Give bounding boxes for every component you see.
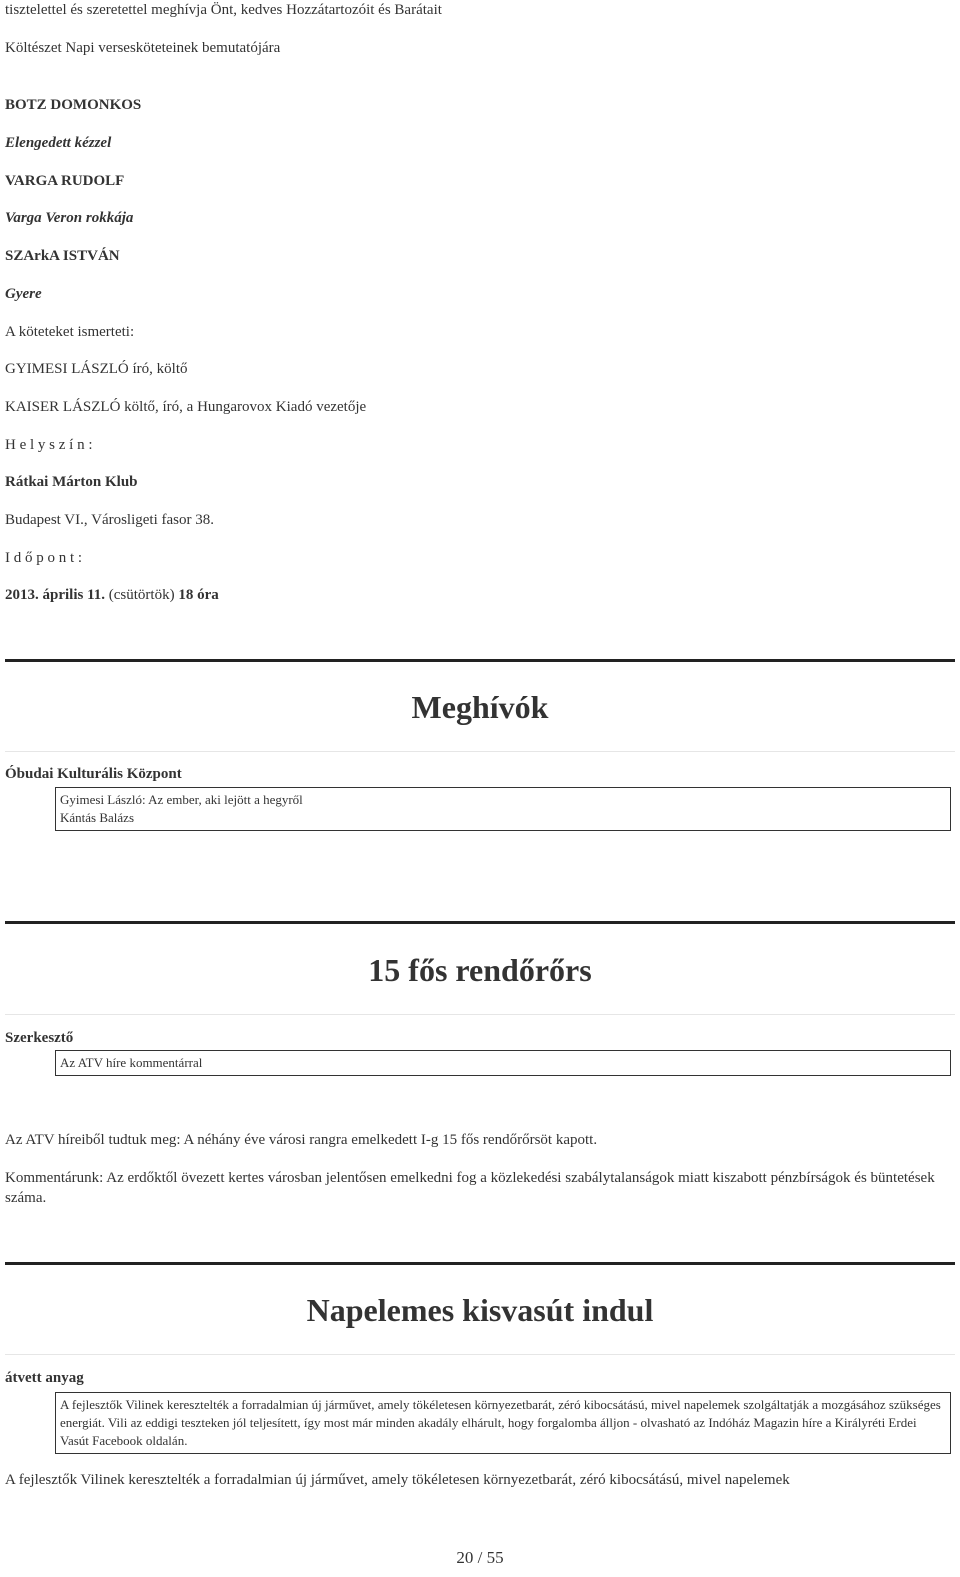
book-title-2: Varga Veron rokkája [5, 210, 134, 226]
summary-line: Az ATV híre kommentárral [60, 1055, 203, 1070]
title-separator [5, 1014, 955, 1015]
summary-box [55, 1392, 951, 1454]
event-date: 2013. április 11. [5, 587, 106, 603]
title-separator [5, 751, 955, 752]
author-1: BOTZ DOMONKOS [5, 97, 142, 113]
summary-line: Gyimesi László: Az ember, aki lejött a hegyről [60, 792, 303, 807]
author-3: SZArkA ISTVÁN [5, 248, 120, 264]
venue-name: Rátkai Márton Klub [5, 474, 138, 490]
article-category: átvett anyag [5, 1370, 84, 1386]
article-title: 15 fős rendőrőrs [368, 952, 592, 988]
book-title-3: Gyere [5, 286, 42, 302]
time-label: I d ő p o n t : [5, 550, 83, 566]
event-hour: 18 óra [178, 587, 219, 603]
summary-line: Kántás Balázs [60, 810, 135, 825]
title-separator [5, 1354, 955, 1355]
section-divider [5, 1262, 955, 1265]
book-title-1: Elengedett kézzel [5, 135, 112, 151]
intro-line-2: Költészet Napi versesköteteinek bemutatójára [5, 40, 281, 56]
article-paragraph: Kommentárunk: Az erdőktől övezett kertes városban jelentősen emelkedni fog a közlekedési szabálytalanságok miatt kiszabott pénzbírságok és büntetések száma. [5, 1170, 935, 1206]
event-time [5, 586, 219, 604]
summary-box [55, 787, 951, 831]
presenter-1: GYIMESI LÁSZLÓ író, költő [5, 361, 188, 377]
event-day: (csütörtök) [108, 587, 175, 603]
article-title: Meghívók [411, 689, 549, 725]
section-divider [5, 659, 955, 662]
venue-address: Budapest VI., Városligeti fasor 38. [5, 512, 214, 528]
author-2: VARGA RUDOLF [5, 173, 125, 189]
article-paragraph: Az ATV híreiből tudtuk meg: A néhány éve városi rangra emelkedett I-g 15 fős rendőrőrsöt kapott. [5, 1132, 598, 1148]
summary-box [55, 1050, 951, 1076]
presented-by-label: A köteteket ismerteti: [5, 324, 135, 340]
article-title: Napelemes kisvasút indul [306, 1292, 654, 1328]
article-category: Szerkesztő [5, 1030, 74, 1046]
section-divider [5, 921, 955, 924]
article-category: Óbudai Kulturális Központ [5, 766, 182, 782]
summary-text: A fejlesztők Vilinek keresztelték a forradalmian új járművet, amely tökéletesen környezetbarát, zéró kibocsátású, mivel napelemek szolgáltatják a mozgásához szükséges energiát. Vili az eddigi teszteken jól teljesített, így most már minden akadály elhárult, hogy forgalomba álljon - olvasható az Indóház Magazin híre a Királyréti Erdei Vasút Facebook oldalán. [60, 1397, 941, 1448]
venue-label: H e l y s z í n : [5, 437, 93, 453]
presenter-2: KAISER LÁSZLÓ költő, író, a Hungarovox Kiadó vezetője [5, 399, 367, 415]
page-number: 20 / 55 [456, 1548, 504, 1567]
intro-line-1: tisztelettel és szeretettel meghívja Önt, kedves Hozzátartozóit és Barátait [5, 2, 442, 18]
article-paragraph: A fejlesztők Vilinek keresztelték a forradalmian új járművet, amely tökéletesen környezetbarát, zéró kibocsátású, mivel napelemek [5, 1472, 790, 1488]
